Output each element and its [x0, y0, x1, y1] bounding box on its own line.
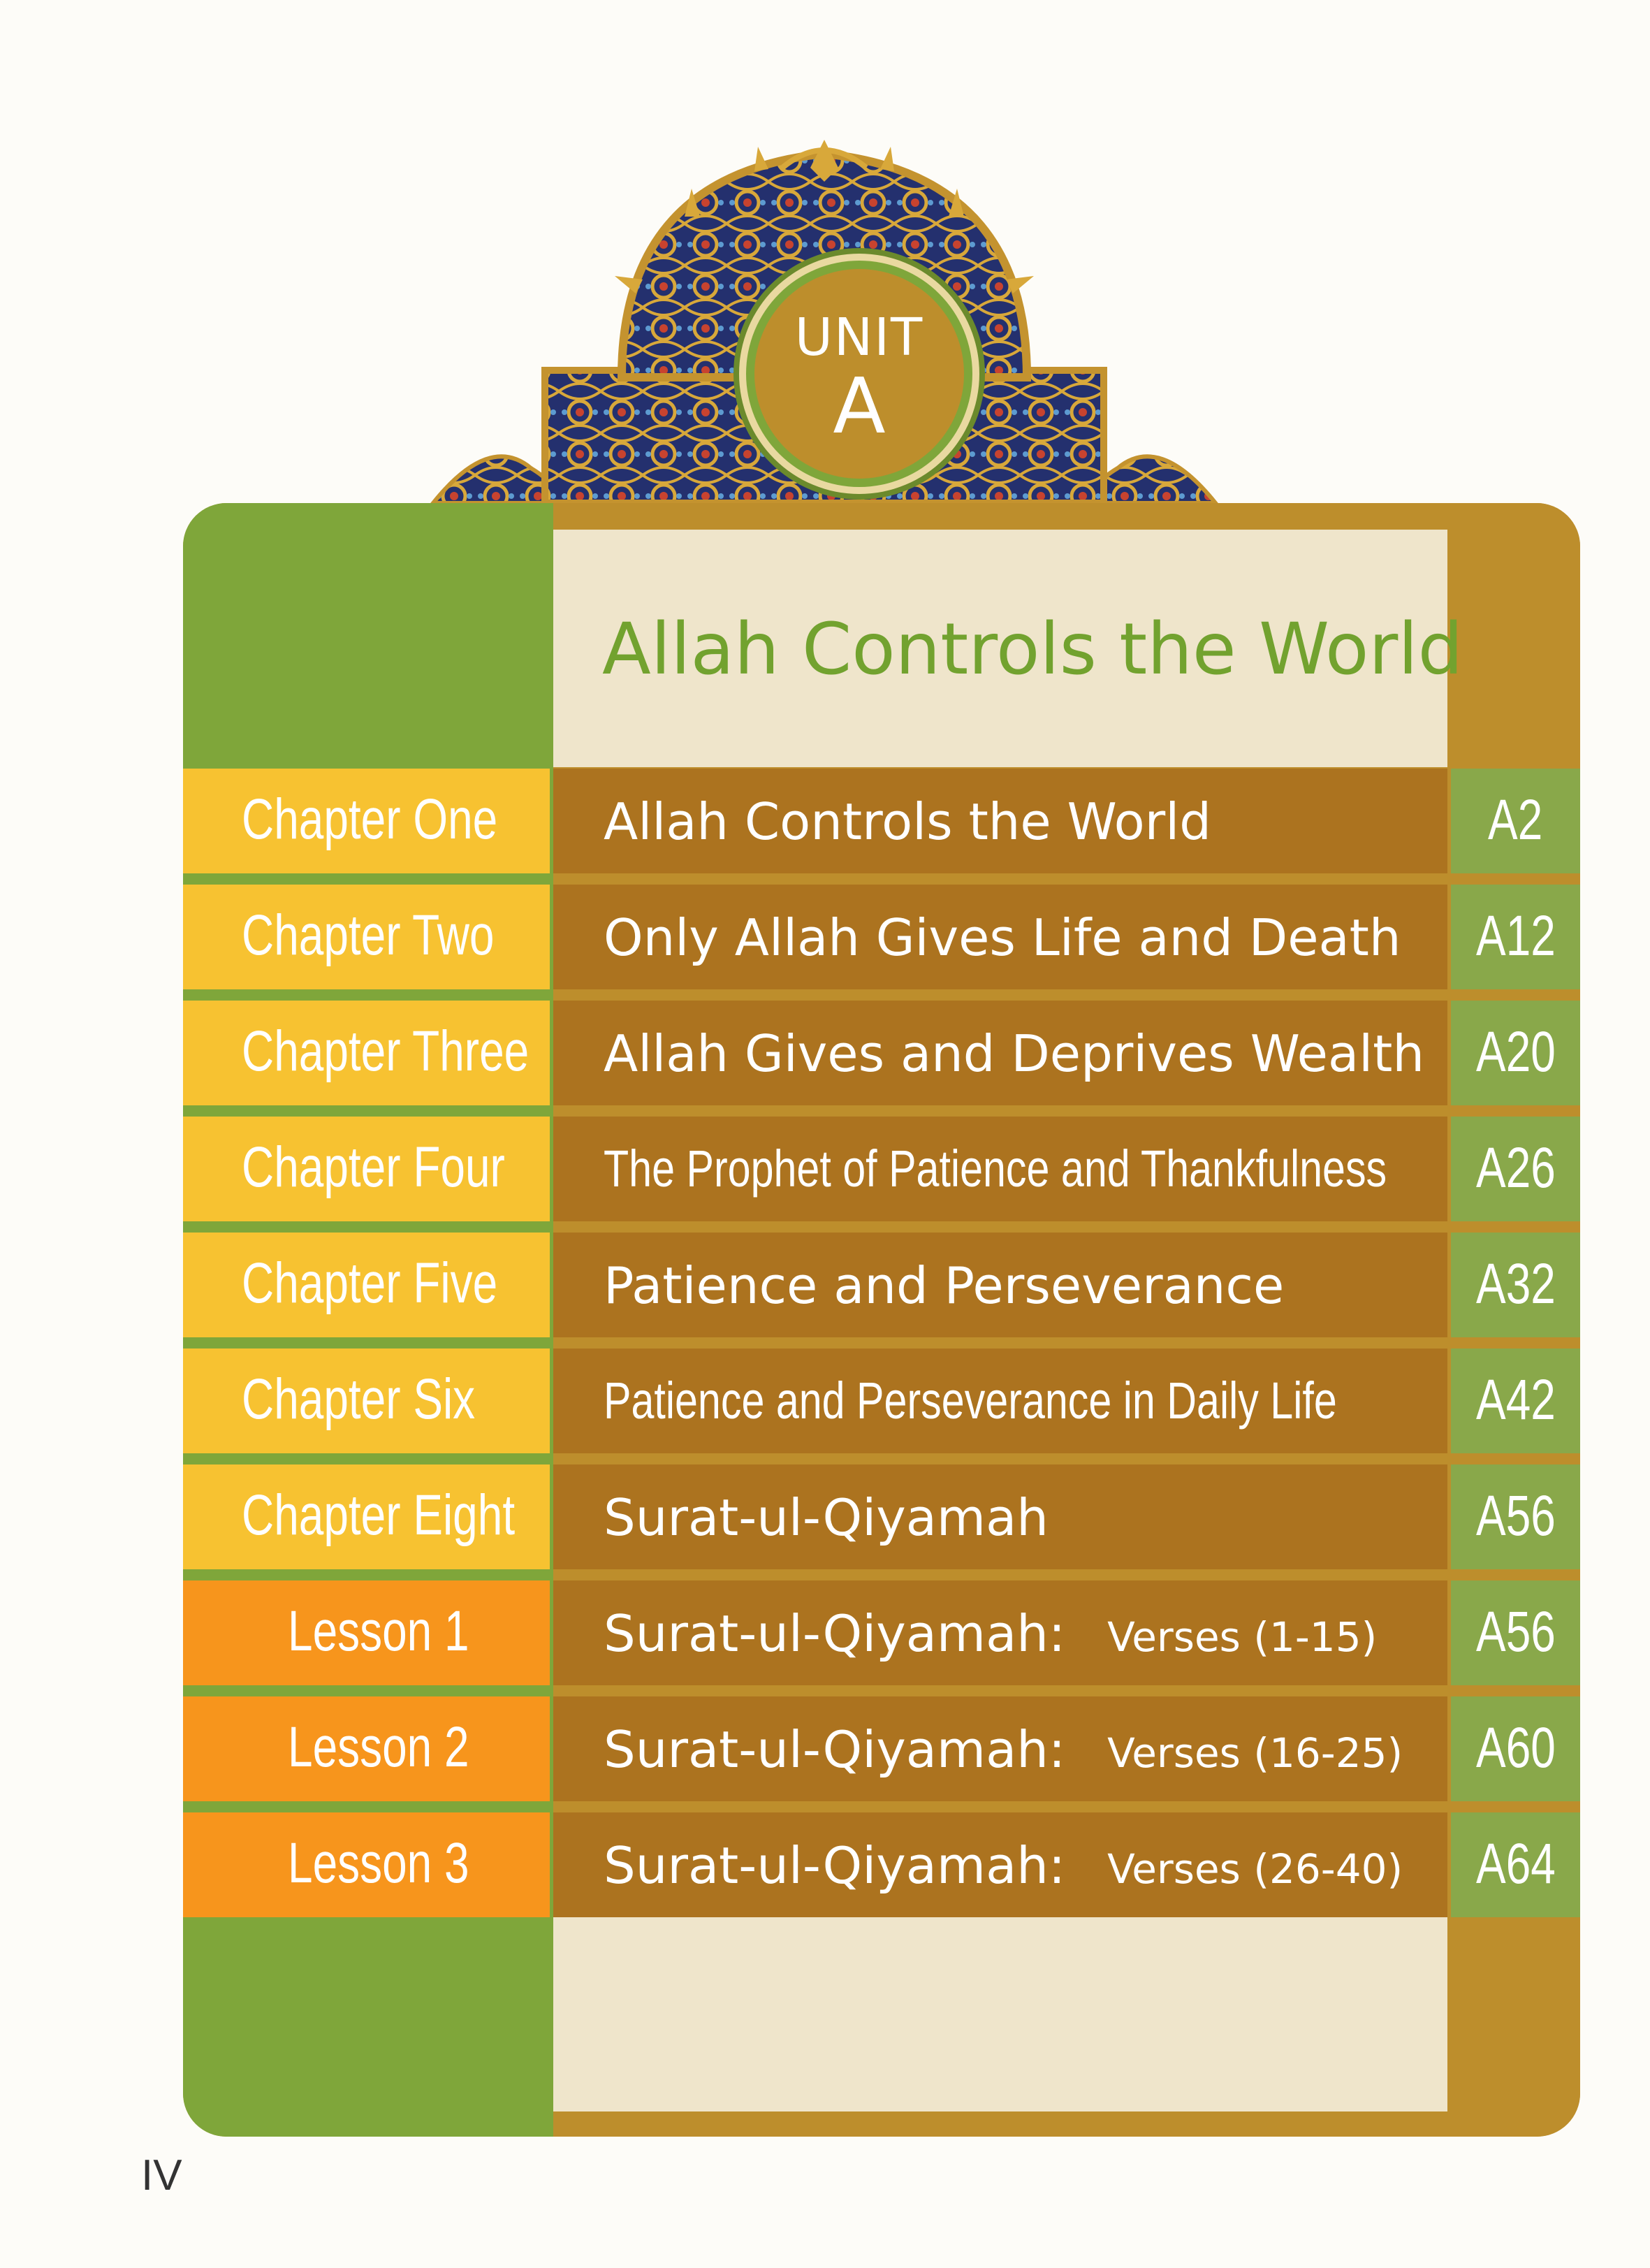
chapter-label-cell: [183, 1117, 550, 1221]
lesson-verses: Verses (1-15): [1107, 1613, 1378, 1661]
lesson-verses: Verses (16-25): [1107, 1729, 1403, 1777]
chapter-label: Chapter Eight: [242, 1483, 516, 1547]
chapter-label: Chapter Five: [242, 1251, 498, 1315]
toc-row[interactable]: [183, 1001, 1580, 1105]
title-cell: [553, 1349, 1447, 1453]
page-cell: [1451, 1349, 1580, 1453]
chapter-label: Chapter Two: [242, 903, 495, 967]
lesson-label-cell: [183, 1580, 550, 1685]
chapter-title: Surat-ul-Qiyamah: [604, 1488, 1049, 1547]
page-ref: A26: [1475, 1136, 1556, 1200]
toc-row[interactable]: [183, 1812, 1580, 1917]
lesson-title: Surat-ul-Qiyamah:: [604, 1836, 1066, 1895]
footer-panel: [553, 1914, 1447, 2111]
chapter-label: Chapter Four: [242, 1135, 505, 1199]
page-cell: [1451, 1117, 1580, 1221]
page-ref: A56: [1475, 1600, 1556, 1664]
lesson-label-cell: [183, 1696, 550, 1801]
page-ref: A60: [1475, 1716, 1556, 1780]
page-cell: [1451, 1001, 1580, 1105]
page-ref: A2: [1488, 788, 1543, 852]
chapter-label-cell: [183, 769, 550, 873]
lesson-label: Lesson 3: [288, 1831, 469, 1895]
chapter-title: Patience and Perseverance in Daily Life: [604, 1372, 1337, 1430]
page-cell: [1451, 1580, 1580, 1685]
page-ref: A56: [1475, 1484, 1556, 1548]
page-ref: A32: [1475, 1252, 1556, 1316]
page-ref: A12: [1475, 904, 1556, 968]
lesson-label: Lesson 1: [288, 1599, 469, 1663]
table-of-contents: [183, 503, 1580, 2137]
chapter-label-cell: [183, 885, 550, 989]
lesson-label: Lesson 2: [288, 1715, 469, 1779]
chapter-label-cell: [183, 1001, 550, 1105]
title-cell: [553, 1464, 1447, 1569]
lesson-verses: Verses (26-40): [1107, 1845, 1403, 1893]
title-cell: [553, 885, 1447, 989]
title-cell: [553, 1001, 1447, 1105]
page-cell: [1451, 1812, 1580, 1917]
page-ref: A64: [1475, 1832, 1556, 1896]
lesson-title: Surat-ul-Qiyamah:: [604, 1720, 1066, 1779]
title-cell: [553, 1580, 1447, 1685]
title-cell: [553, 1696, 1447, 1801]
page-cell: [1451, 1696, 1580, 1801]
page-ref: A20: [1475, 1020, 1556, 1084]
toc-row[interactable]: [183, 1580, 1580, 1685]
toc-row[interactable]: [183, 1233, 1580, 1337]
chapter-label: Chapter Three: [242, 1019, 530, 1083]
chapter-label-cell: [183, 1464, 550, 1569]
chapter-label-cell: [183, 1349, 550, 1453]
chapter-label: Chapter One: [242, 787, 498, 851]
page-cell: [1451, 769, 1580, 873]
unit-letter: A: [833, 361, 886, 451]
toc-row[interactable]: [183, 1117, 1580, 1221]
toc-row[interactable]: [183, 1696, 1580, 1801]
toc-row[interactable]: [183, 769, 1580, 873]
chapter-title: Allah Controls the World: [604, 792, 1211, 851]
page-cell: [1451, 1233, 1580, 1337]
page-cell: [1451, 1464, 1580, 1569]
toc-row[interactable]: [183, 885, 1580, 989]
title-cell: [553, 1233, 1447, 1337]
page-number: IV: [141, 2151, 182, 2200]
chapter-title: The Prophet of Patience and Thankfulness: [604, 1140, 1387, 1198]
chapter-label: Chapter Six: [242, 1367, 476, 1431]
unit-word: UNIT: [794, 307, 924, 368]
chapter-title: Allah Gives and Deprives Wealth: [604, 1024, 1424, 1083]
chapter-title: Only Allah Gives Life and Death: [604, 908, 1401, 967]
unit-title: Allah Controls the World: [602, 608, 1463, 691]
toc-row[interactable]: [183, 1464, 1580, 1569]
title-cell: [553, 769, 1447, 873]
title-cell: [553, 1117, 1447, 1221]
page-cell: [1451, 885, 1580, 989]
lesson-title: Surat-ul-Qiyamah:: [604, 1604, 1066, 1663]
unit-badge: [754, 269, 964, 479]
lesson-label-cell: [183, 1812, 550, 1917]
page-ref: A42: [1475, 1368, 1556, 1432]
title-cell: [553, 1812, 1447, 1917]
toc-row[interactable]: [183, 1349, 1580, 1453]
chapter-title: Patience and Perseverance: [604, 1256, 1285, 1315]
chapter-label-cell: [183, 1233, 550, 1337]
